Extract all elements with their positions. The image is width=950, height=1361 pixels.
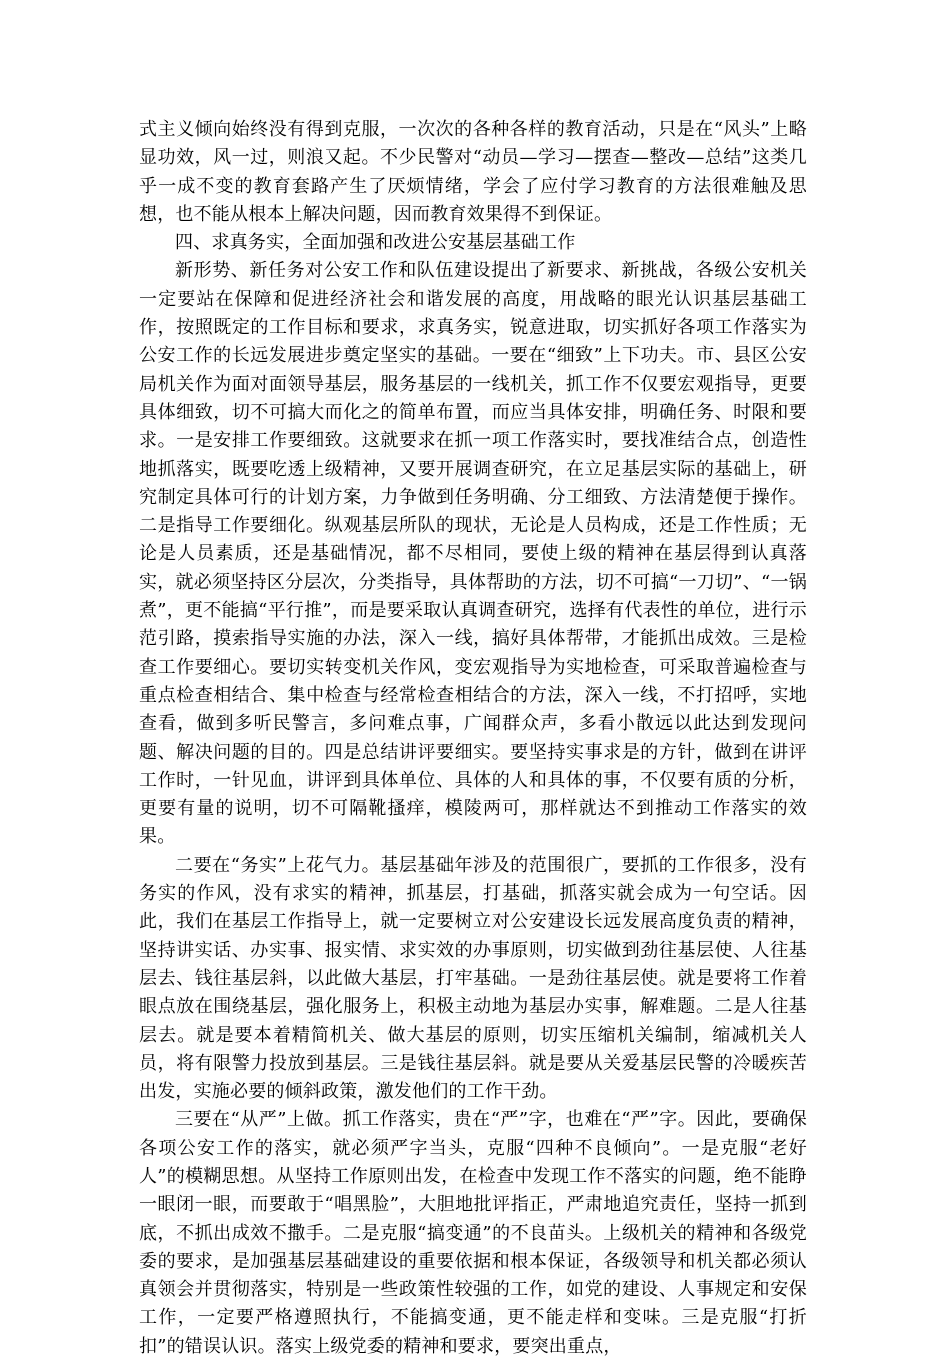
paragraph-continuation: 式主义倾向始终没有得到克服，一次次的各种各样的教育活动，只是在“风头”上略显功效，风一过，则浪又起。不少民警对“动员—学习—摆查—整改—总结”这类几乎一成不变的教育套路产生了厌烦情绪，学会了应付学习教育的方法很难触及思想，也不能从根本上解决问题，因而教育效果得不到保证。 [139, 119, 807, 225]
paragraph-second-point: 二要在“务实”上花气力。基层基础年涉及的范围很广，要抓的工作很多，没有务实的作风，没有求实的精神，抓基层，打基础，抓落实就会成为一句空话。因此，我们在基层工作指导上，就一定要树立对公安建设长远发展高度负责的精神，坚持讲实话、办实事、报实情、求实效的办事原则，切实做到劲往基层使、人往基层去、钱往基层斜，以此做大基层，打牢基础。一是劲往基层使。就是要将工作着眼点放在围绕基层，强化服务上，积极主动地为基层办实事，解难题。二是人往基层去。就是要本着精简机关、做大基层的原则，切实压缩机关编制，缩减机关人员，将有限警力投放到基层。三是钱往基层斜。就是要从关爱基层民警的冷暖疾苦出发，实施必要的倾斜政策，激发他们的工作干劲。 [139, 854, 807, 1103]
paragraph-third-point: 三要在“从严”上做。抓工作落实，贵在“严”字，也难在“严”字。因此，要确保各项公安工作的落实，就必须严字当头，克服“四种不良倾向”。一是克服“老好人”的模糊思想。从坚持工作原则出发，在检查中发现工作不落实的问题，绝不能睁一眼闭一眼，而要敢于“唱黑脸”，大胆地批评指正，严肃地追究责任，坚持一抓到底，不抓出成效不撒手。二是克服“搞变通”的不良苗头。上级机关的精神和各级党委的要求，是加强基层基础建设的重要依据和根本保证，各级领导和机关都必须认真领会并贯彻落实，特别是一些政策性较强的工作，如党的建设、人事规定和安保工作，一定要严格遵照执行，不能搞变通，更不能走样和变味。三是克服“打折扣”的错误认识。落实上级党委的精神和要求，要突出重点， [139, 1109, 807, 1357]
document-body [139, 116, 807, 1361]
section-heading: 四、求真务实，全面加强和改进公安基层基础工作 [175, 232, 576, 254]
paragraph-intro: 新形势、新任务对公安工作和队伍建设提出了新要求、新挑战，各级公安机关一定要站在保障和促进经济社会和谐发展的高度，用战略的眼光认识基层基础工作，按照既定的工作目标和要求，求真务实，锐意进取，切实抓好各项工作落实为公安工作的长远发展进步奠定坚实的基础。一要在“细致”上下功夫。市、县区公安局机关作为面对面领导基层，服务基层的一线机关，抓工作不仅要宏观指导，更要具体细致，切不可搞大而化之的简单布置，而应当具体安排，明确任务、时限和要求。一是安排工作要细致。这就要求在抓一项工作落实时，要找准结合点，创造性地抓落实，既要吃透上级精神，又要开展调查研究，在立足基层实际的基础上，研究制定具体可行的计划方案，力争做到任务明确、分工细致、方法清楚便于操作。二是指导工作要细化。纵观基层所队的现状，无论是人员构成，还是工作性质；无论是人员素质，还是基础情况，都不尽相同，要使上级的精神在基层得到认真落实，就必须坚持区分层次，分类指导，具体帮助的方法，切不可搞“一刀切”、“一锅煮”，更不能搞“平行推”，而是要采取认真调查研究，选择有代表性的单位，进行示范引路，摸索指导实施的办法，深入一线，搞好具体帮带，才能抓出成效。三是检查工作要细心。要切实转变机关作风，变宏观指导为实地检查，可采取普遍检查与重点检查相结合、集中检查与经常检查相结合的方法，深入一线，不打招呼，实地查看，做到多听民警言，多问难点事，广闻群众声，多看小散远以此达到发现问题、解决问题的目的。四是总结讲评要细实。要坚持实事求是的方针，做到在讲评工作时，一针见血，讲评到具体单位、具体的人和具体的事，不仅要有质的分析，更要有量的说明，切不可隔靴搔痒，模陵两可，那样就达不到推动工作落实的效果。 [139, 260, 807, 848]
